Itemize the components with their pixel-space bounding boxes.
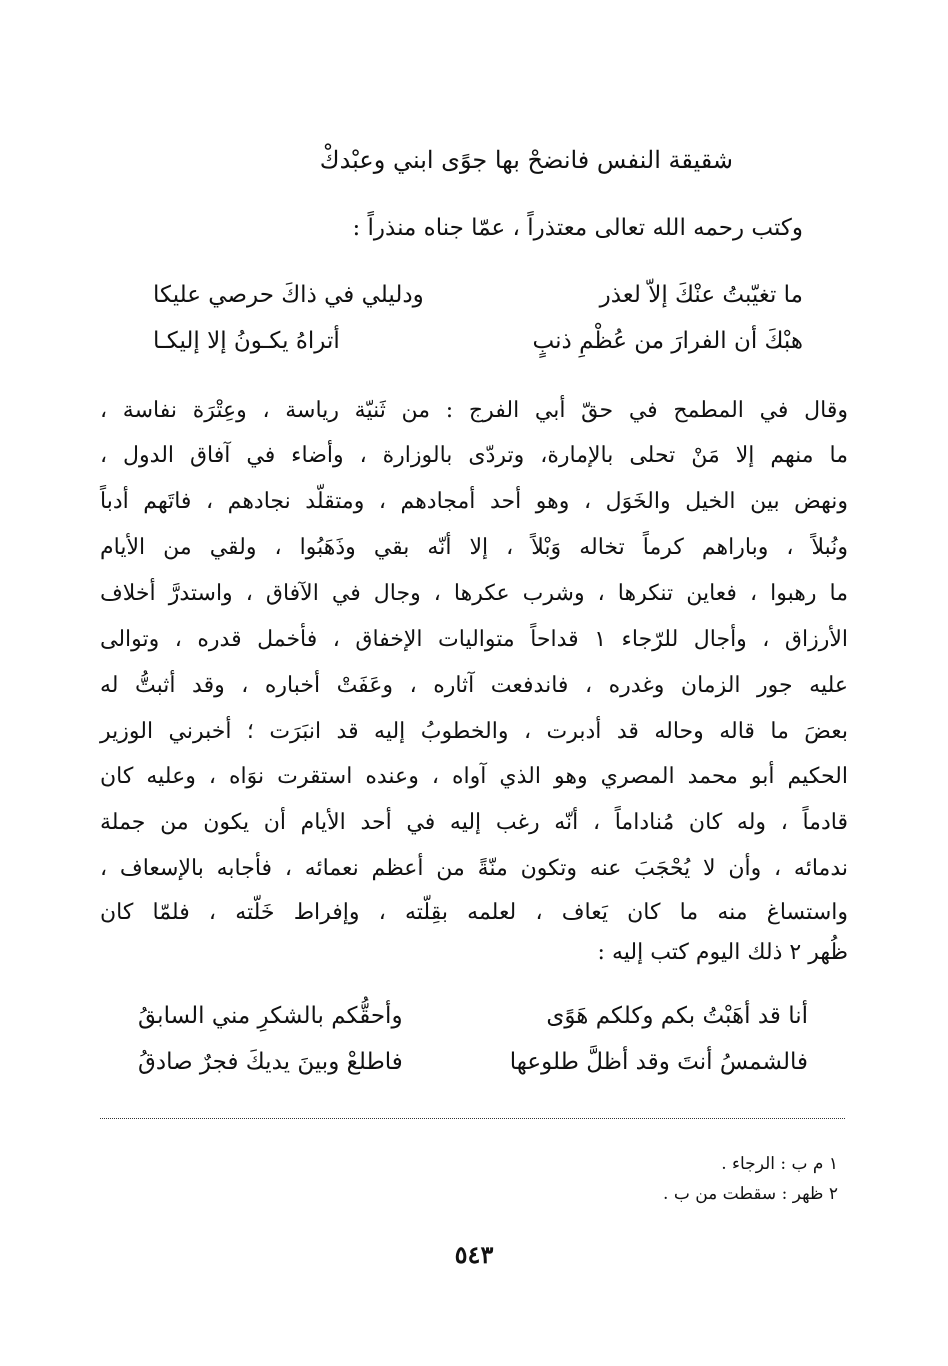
prose-line: قادماً ، وله كان مُناداماً ، أنّه رغب إليه في أحد الأيام أن يكون من جملة bbox=[100, 810, 848, 835]
prose-line: بعضَ ما قاله وحاله قد أدبرت ، والخطوبُ إليه قد انبَرَت ؛ أخبرني الوزير bbox=[100, 719, 848, 744]
poem2-couplet-1 bbox=[138, 1003, 808, 1029]
prose-line: الحكيم أبو محمد المصري وهو الذي آواه ، وعنده استقرت نوَاه ، وعليه كان bbox=[100, 764, 848, 789]
footnote-1: ١ م ب : الرجاء . bbox=[721, 1154, 838, 1174]
poem2-couplet-2 bbox=[138, 1049, 808, 1075]
prose-line: ما رهبوا ، فعاين تنكرها ، وشرب عكرها ، وجال في الآفاق ، واستدرَّ أخلاف bbox=[100, 581, 848, 606]
footnote-divider bbox=[100, 1118, 845, 1119]
prose-line: واستساغ منه ما كان يَعاف ، لعلمه بقِلّته ، وإفراط خَلّته ، فلمّا كان bbox=[100, 900, 848, 925]
verse-top: شقيقة النفس فانضحْ بها جوًى ابني وعبْدكْ bbox=[319, 146, 733, 174]
hemistich-right: فالشمسُ أنتَ وقد أظلَّ طلوعها bbox=[509, 1049, 808, 1075]
prose-line: الأرزاق ، وأجال للرّجاء ١ قداحاً متواليات الإخفاق ، فأخمل قدره ، وتوالى bbox=[100, 627, 848, 652]
hemistich-left: فاطلعْ وبينَ يديكَ فجرٌ صادقُ bbox=[138, 1049, 403, 1075]
prose-line: ونهض بين الخيل والخَوَل ، وهو أحد أمجادهم ، ومتقلّد نجادهم ، فاتَهم أدباً bbox=[100, 489, 848, 514]
hemistich-right: هبْكَ أن الفرارَ من عُظْمِ ذنبٍ bbox=[532, 328, 803, 354]
page-number: ٥٤٣ bbox=[454, 1240, 494, 1269]
poem1-couplet-2 bbox=[153, 328, 803, 354]
footnote-2: ٢ ظهر : سقطت من ب . bbox=[663, 1184, 838, 1204]
prose-line: ونُبلاً ، وباراهم كرماً تخاله وَبْلاً ، إلا أنّه بقي وذَهَبُوا ، ولقي من الأيام bbox=[100, 535, 848, 560]
intro-line: وكتب رحمه الله تعالى معتذراً ، عمّا جناه منذراً : bbox=[352, 215, 803, 241]
poem1-couplet-1 bbox=[153, 282, 803, 308]
hemistich-left: وأحقُّكم بالشكرِ مني السابقُ bbox=[138, 1003, 403, 1029]
prose-line: ما منهم إلا مَنْ تحلى بالإمارة، وتردّى بالوزارة ، وأضاء في آفاق الدول ، bbox=[100, 443, 848, 468]
prose-line: ظُهر ٢ ذلك اليوم كتب إليه : bbox=[597, 940, 848, 965]
prose-line: عليه جور الزمان وغدره ، فاندفعت آثاره ، وعَفَتْ أخباره ، وقد أثبتُّ له bbox=[100, 673, 848, 698]
hemistich-left: ودليلي في ذاكَ حرصي عليكا bbox=[153, 282, 424, 308]
hemistich-right: أنا قد أهَبْتُ بكم وكلكم هَوًى bbox=[546, 1003, 808, 1029]
prose-line: ندمائه ، وأن لا يُحْجَبَ عنه وتكون منّةً من أعظم نعمائه ، فأجابه بالإسعاف ، bbox=[100, 856, 848, 881]
hemistich-right: ما تغيّبتُ عنْكَ إلاّ لعذر bbox=[599, 282, 803, 308]
hemistich-left: أتراهُ يكـونُ إلا إليكـا bbox=[153, 328, 340, 354]
prose-line: وقال في المطمح في حقّ أبي الفرج : من ثَنيّة رياسة ، وعِتْرَة نفاسة ، bbox=[100, 398, 848, 423]
